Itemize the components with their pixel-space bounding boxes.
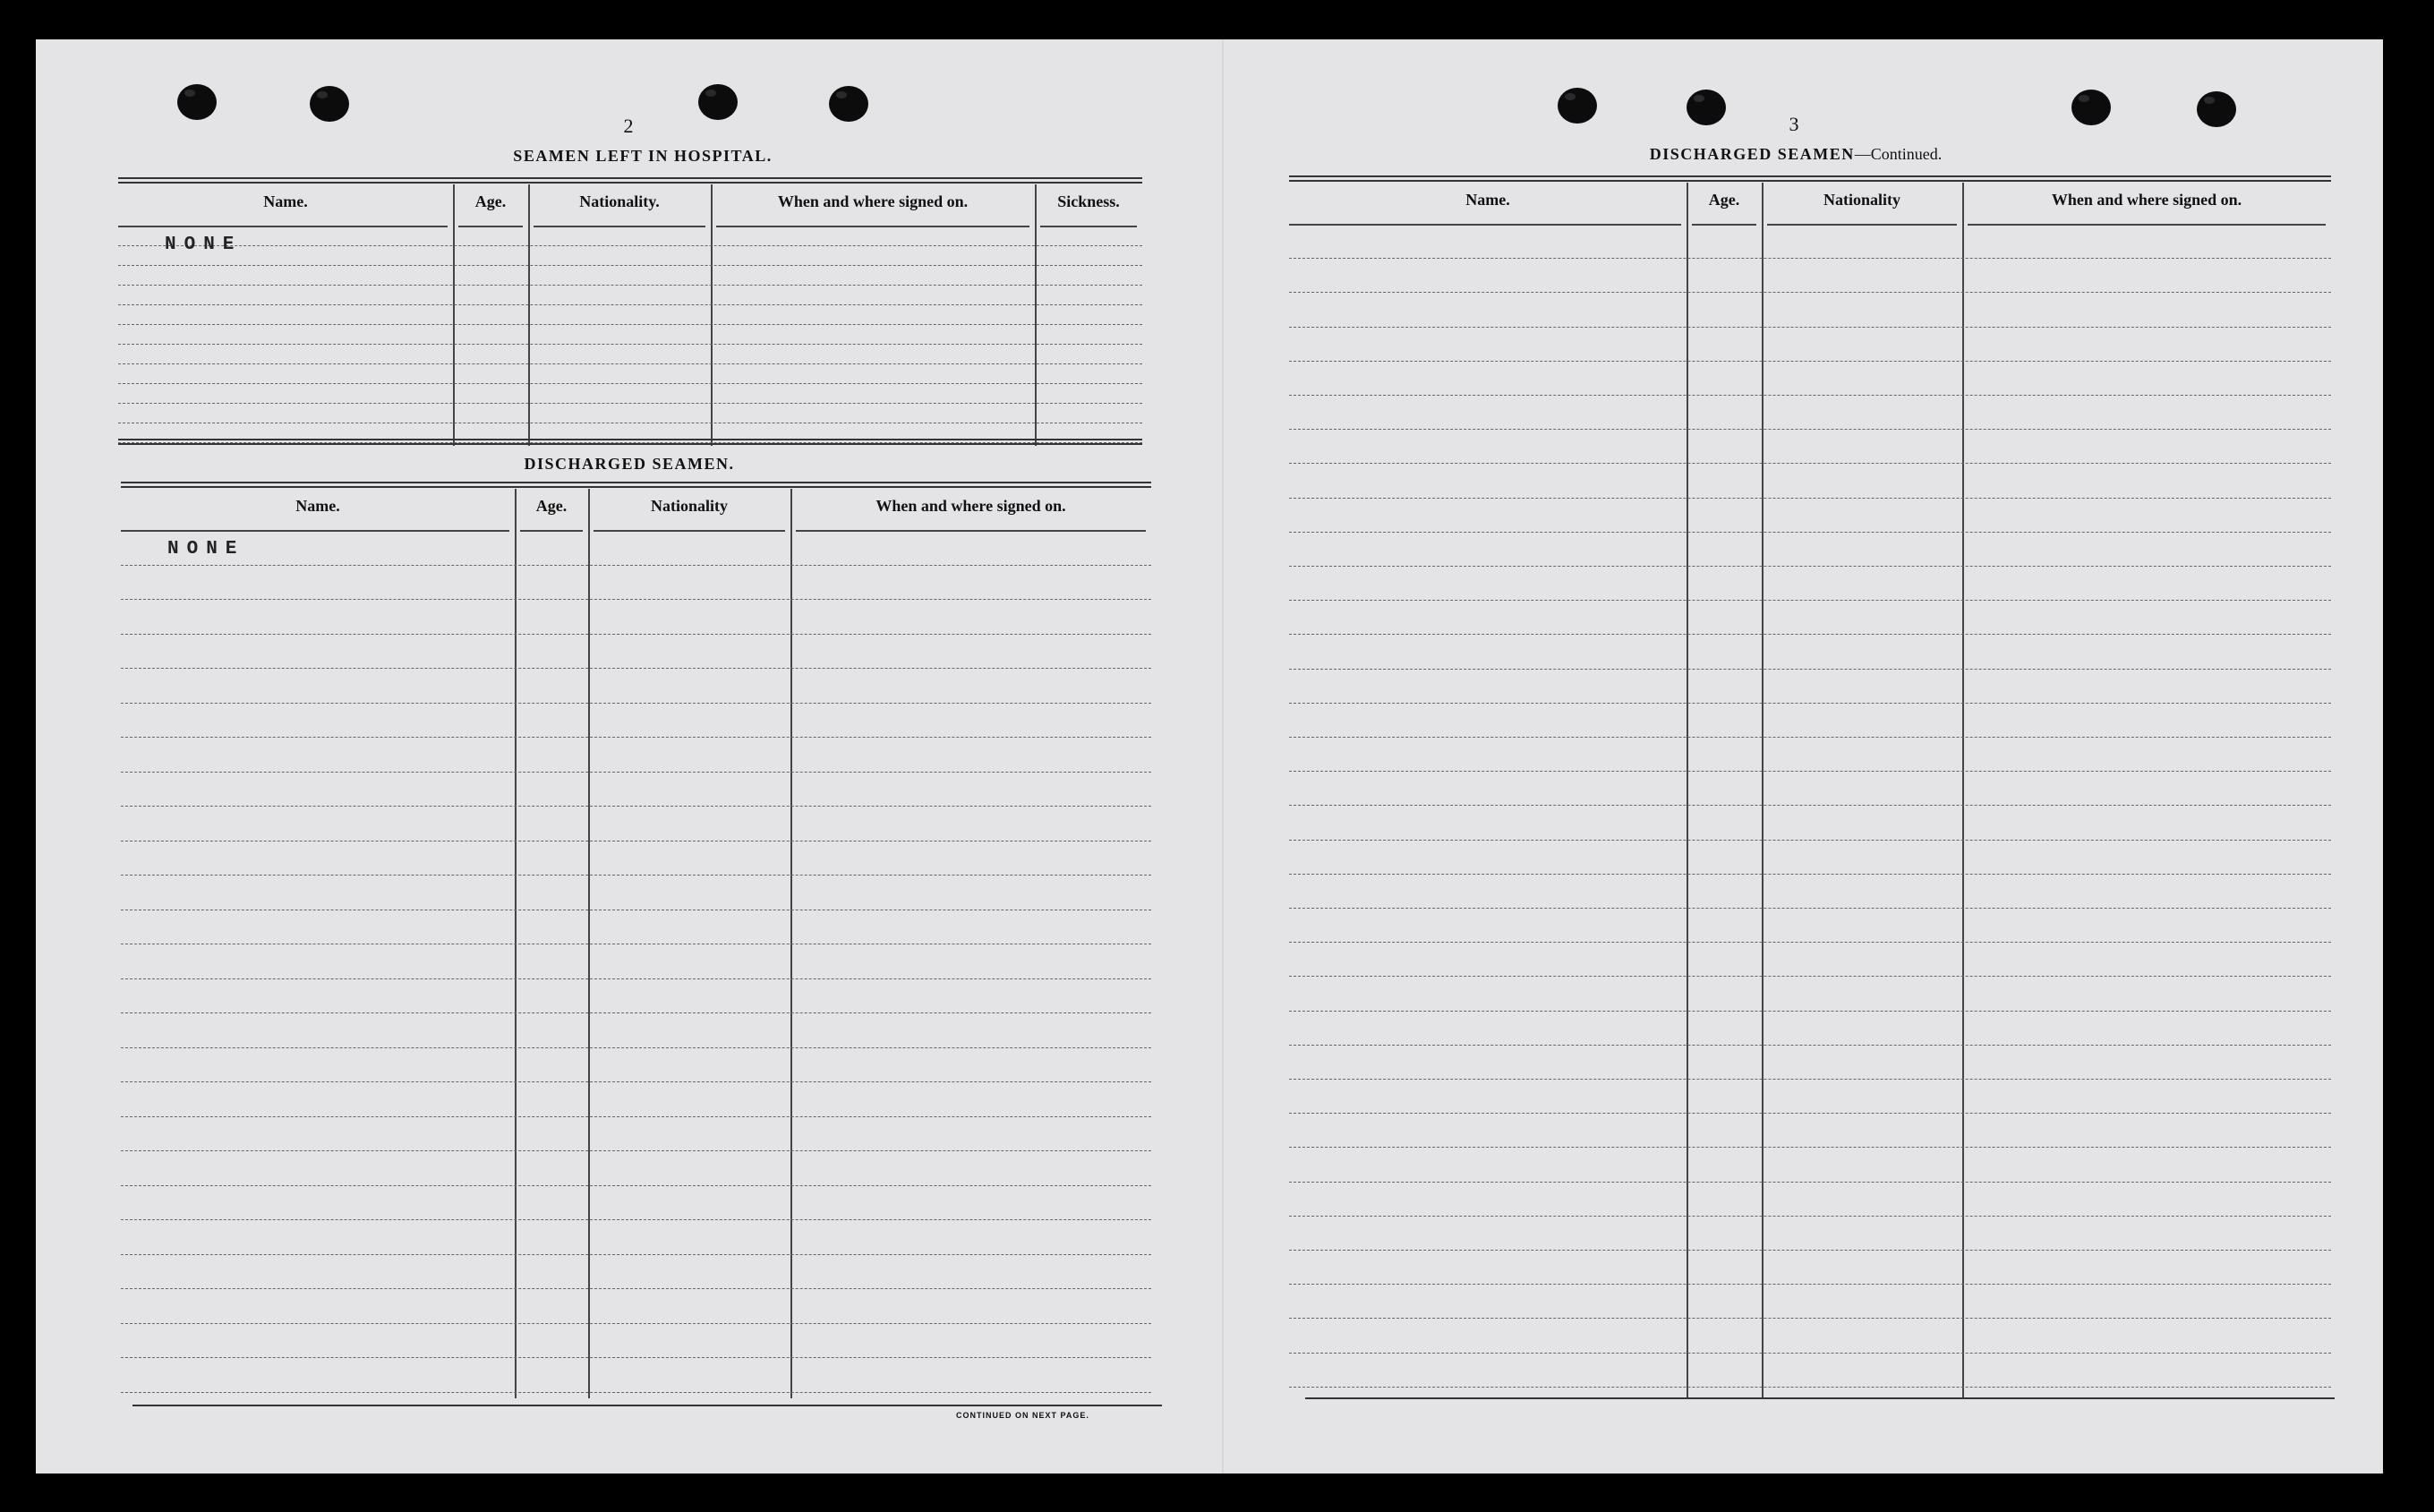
- continued-ruled-row: [1289, 1079, 2331, 1080]
- continued-ruled-row: [1289, 669, 2331, 670]
- punch-hole-icon: [310, 86, 349, 122]
- hospital-top-double-rule: [118, 177, 1142, 184]
- hospital-ruled-row: [118, 304, 1142, 305]
- hospital-ruled-row: [118, 363, 1142, 364]
- continued-ruled-row: [1289, 1113, 2331, 1114]
- hospital-ruled-row: [118, 403, 1142, 404]
- discharged-ruled-row: [121, 1219, 1151, 1220]
- discharged-ruled-row: [121, 1357, 1151, 1358]
- discharged-ruled-row: [121, 668, 1151, 669]
- discharged-column-header: When and where signed on.: [875, 497, 1066, 515]
- hospital-ruled-row: [118, 245, 1142, 246]
- discharged-table: [121, 482, 1151, 1398]
- discharged-ruled-row: [121, 1081, 1151, 1082]
- discharged-header-underline: [594, 530, 785, 532]
- hospital-column-divider: [711, 184, 713, 446]
- discharged-ruled-row: [121, 978, 1151, 979]
- hospital-ruled-row: [118, 344, 1142, 345]
- continued-ruled-row: [1289, 395, 2331, 396]
- continued-ruled-row: [1289, 1182, 2331, 1183]
- continued-ruled-row: [1289, 771, 2331, 772]
- title-main: DISCHARGED SEAMEN: [1649, 145, 1855, 163]
- continued-ruled-row: [1289, 429, 2331, 430]
- hospital-header-underline: [1040, 226, 1137, 227]
- hospital-header-underline: [458, 226, 523, 227]
- continued-ruled-row: [1289, 292, 2331, 293]
- discharged-ruled-row: [121, 634, 1151, 635]
- center-fold: [1222, 39, 1224, 1474]
- continued-ruled-row: [1289, 498, 2331, 499]
- hospital-column-divider: [453, 184, 455, 446]
- hospital-ruled-row: [118, 324, 1142, 325]
- continued-ruled-row: [1289, 1353, 2331, 1354]
- hospital-section-title: SEAMEN LEFT IN HOSPITAL.: [513, 147, 773, 165]
- punch-hole-icon: [177, 84, 217, 120]
- discharged-ruled-row: [121, 1254, 1151, 1255]
- discharged-ruled-row: [121, 772, 1151, 773]
- hospital-column-header: Nationality.: [579, 192, 660, 210]
- punch-hole-icon: [2197, 91, 2236, 127]
- discharged-header-underline: [796, 530, 1146, 532]
- discharged-ruled-row: [121, 1288, 1151, 1289]
- continued-ruled-row: [1289, 1250, 2331, 1251]
- discharged-ruled-row: [121, 1392, 1151, 1393]
- hospital-column-divider: [528, 184, 530, 446]
- discharged-continued-table: [1289, 175, 2331, 1398]
- continued-header-underline: [1289, 224, 1681, 226]
- bottom-rule-left: [132, 1405, 1162, 1406]
- page-number-right: 3: [1789, 113, 1799, 135]
- discharged-continued-title: [1650, 145, 1943, 164]
- continued-ruled-row: [1289, 1011, 2331, 1012]
- discharged-header-underline: [520, 530, 583, 532]
- continued-ruled-row: [1289, 327, 2331, 328]
- hospital-column-header: Sickness.: [1057, 192, 1120, 210]
- hospital-header-underline: [118, 226, 448, 227]
- continued-ruled-row: [1289, 1284, 2331, 1285]
- continued-ruled-row: [1289, 737, 2331, 738]
- discharged-ruled-row: [121, 1185, 1151, 1186]
- title-suffix: —Continued.: [1854, 145, 1943, 163]
- continued-ruled-row: [1289, 874, 2331, 875]
- continued-ruled-row: [1289, 532, 2331, 533]
- punch-hole-icon: [2071, 90, 2111, 125]
- continued-column-header: Name.: [1465, 191, 1510, 209]
- punch-hole-icon: [829, 86, 868, 122]
- hospital-column-divider: [1035, 184, 1037, 446]
- discharged-section-title: DISCHARGED SEAMEN.: [524, 455, 735, 473]
- continued-ruled-row: [1289, 1045, 2331, 1046]
- discharged-ruled-row: [121, 1323, 1151, 1324]
- discharged-ruled-row: [121, 1047, 1151, 1048]
- discharged-column-header: Nationality: [650, 497, 729, 515]
- hospital-ruled-row: [118, 265, 1142, 266]
- continued-column-header: When and where signed on.: [2051, 191, 2242, 209]
- hospital-header-underline: [716, 226, 1029, 227]
- hospital-ruled-row: [118, 285, 1142, 286]
- continued-ruled-row: [1289, 600, 2331, 601]
- hospital-header-underline: [534, 226, 705, 227]
- discharged-ruled-row: [121, 565, 1151, 566]
- discharged-ruled-row: [121, 1116, 1151, 1117]
- form-sheet: [36, 39, 2383, 1474]
- continued-ruled-row: [1289, 942, 2331, 943]
- discharged-column-header: Name.: [295, 497, 340, 515]
- continued-ruled-row: [1289, 1147, 2331, 1148]
- hospital-bottom-double-rule: [118, 439, 1142, 445]
- continued-header-underline: [1692, 224, 1756, 226]
- hospital-column-header: Name.: [263, 192, 308, 210]
- continued-ruled-row: [1289, 976, 2331, 977]
- discharged-header-underline: [121, 530, 509, 532]
- hospital-table: [118, 177, 1142, 446]
- continued-ruled-row: [1289, 463, 2331, 464]
- discharged-top-double-rule: [121, 482, 1151, 488]
- punch-hole-icon: [1558, 88, 1597, 124]
- hospital-column-header: Age.: [474, 192, 507, 210]
- continued-ruled-row: [1289, 840, 2331, 841]
- continued-ruled-row: [1289, 908, 2331, 909]
- punch-hole-icon: [698, 84, 738, 120]
- continued-ruled-row: [1289, 566, 2331, 567]
- bottom-rule-right: [1305, 1397, 2335, 1399]
- continued-header-underline: [1968, 224, 2326, 226]
- continued-ruled-row: [1289, 634, 2331, 635]
- continued-ruled-row: [1289, 1216, 2331, 1217]
- discharged-ruled-row: [121, 806, 1151, 807]
- continued-ruled-row: [1289, 703, 2331, 704]
- page-number-left: 2: [623, 115, 634, 137]
- discharged-ruled-row: [121, 737, 1151, 738]
- hospital-name-entry: NONE: [165, 235, 243, 255]
- discharged-ruled-row: [121, 1150, 1151, 1151]
- continued-column-header: Age.: [1708, 191, 1740, 209]
- discharged-ruled-row: [121, 599, 1151, 600]
- continued-ruled-row: [1289, 361, 2331, 362]
- continued-column-header: Nationality: [1823, 191, 1901, 209]
- discharged-ruled-row: [121, 703, 1151, 704]
- hospital-column-header: When and where signed on.: [777, 192, 969, 210]
- discharged-ruled-row: [121, 1012, 1151, 1013]
- continued-ruled-row: [1289, 1318, 2331, 1319]
- continued-top-double-rule: [1289, 175, 2331, 182]
- punch-hole-icon: [1687, 90, 1726, 125]
- continued-ruled-row: [1289, 805, 2331, 806]
- discharged-ruled-row: [121, 875, 1151, 876]
- continued-note: CONTINUED ON NEXT PAGE.: [956, 1411, 1089, 1420]
- hospital-ruled-row: [118, 383, 1142, 384]
- discharged-column-header: Age.: [535, 497, 568, 515]
- continued-ruled-row: [1289, 1387, 2331, 1388]
- continued-header-underline: [1767, 224, 1957, 226]
- discharged-name-entry: NONE: [167, 539, 245, 560]
- continued-ruled-row: [1289, 258, 2331, 259]
